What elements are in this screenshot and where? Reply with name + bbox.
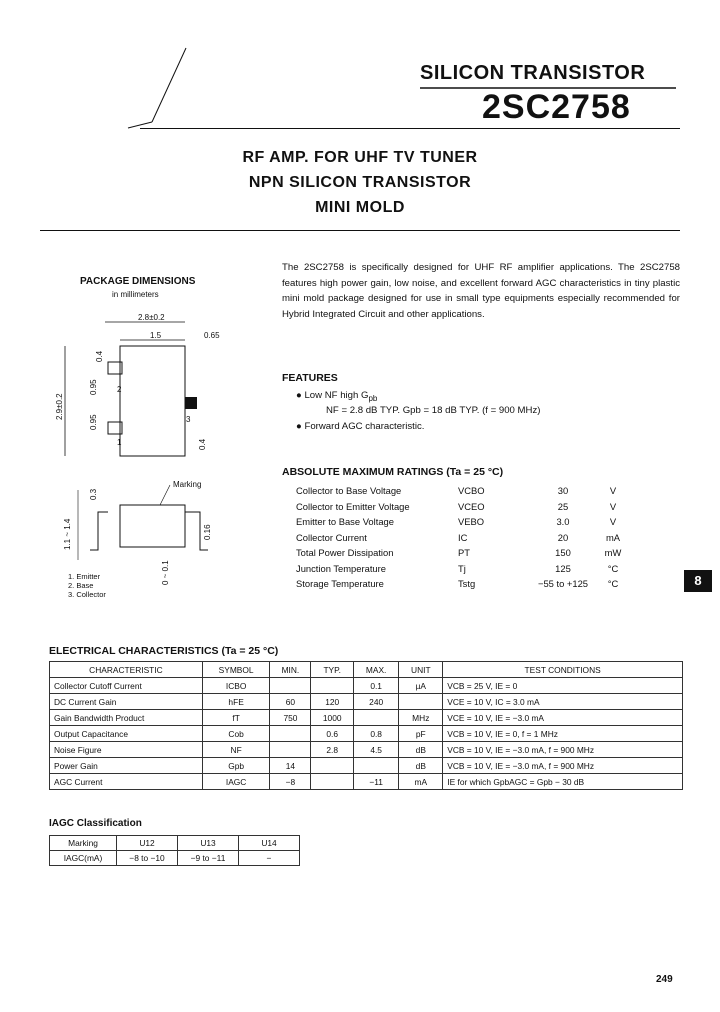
dim-thickness: 1.1 ~ 1.4 bbox=[63, 518, 72, 550]
bullet-icon: ● bbox=[296, 390, 305, 401]
abs-max-row bbox=[296, 561, 628, 577]
iagc-cell: U13 bbox=[178, 836, 239, 851]
dim-tab: 0.65 bbox=[204, 331, 220, 340]
pin-3-label: 3 bbox=[186, 415, 191, 424]
elec-row bbox=[50, 742, 683, 758]
feature-1-sub: pb bbox=[368, 393, 378, 403]
elec-cell: 60 bbox=[270, 694, 311, 710]
dim-foot: 0 ~ 0.1 bbox=[161, 560, 170, 585]
elec-cell: 2.8 bbox=[311, 742, 354, 758]
dim-lead-right: 0.4 bbox=[198, 438, 207, 450]
dim-width-total: 2.8±0.2 bbox=[138, 313, 165, 322]
elec-cell: 750 bbox=[270, 710, 311, 726]
abs-max-unit: V bbox=[609, 485, 617, 497]
package-body-side bbox=[120, 505, 185, 547]
abs-max-unit: mA bbox=[605, 531, 621, 543]
header-category: SILICON TRANSISTOR bbox=[420, 62, 646, 84]
elec-header: SYMBOL bbox=[202, 662, 270, 678]
description: The 2SC2758 is specifically designed for UHF RF amplifier applications. The 2SC2758 features high power gain, low noise, and excellent forward AGC characteristics in tiny plastic mini mold package designed for use in small type equipments especially recommended for Hybrid Integrated Circuit and other applications. bbox=[282, 262, 680, 320]
abs-max-row bbox=[296, 576, 628, 592]
feature-2 bbox=[296, 421, 424, 432]
abs-max-sym: VEBO bbox=[458, 516, 485, 528]
elec-cell: mA bbox=[399, 774, 443, 790]
abs-max-val: −55 to +125 bbox=[537, 578, 589, 590]
elec-cell bbox=[311, 758, 354, 774]
elec-header: MAX. bbox=[353, 662, 398, 678]
lead-3 bbox=[185, 397, 197, 409]
elec-cell: 0.6 bbox=[311, 726, 354, 742]
abs-max-row bbox=[296, 499, 628, 515]
abs-max-param: Junction Temperature bbox=[296, 562, 386, 574]
abs-max-param: Collector Current bbox=[296, 531, 367, 543]
elec-cell: Collector Cutoff Current bbox=[50, 678, 203, 694]
iagc-title: IAGC Classification bbox=[49, 818, 142, 829]
abs-max-val: 150 bbox=[555, 547, 571, 559]
elec-cell bbox=[353, 710, 398, 726]
title-line-3: MINI MOLD bbox=[315, 199, 405, 216]
title-rule bbox=[40, 230, 680, 231]
pin-1-label: 1 bbox=[117, 438, 122, 447]
elec-row bbox=[50, 694, 683, 710]
elec-row bbox=[50, 710, 683, 726]
abs-max-param: Emitter to Base Voltage bbox=[296, 516, 394, 528]
elec-cell: Cob bbox=[202, 726, 270, 742]
dim-pitch2: 0.95 bbox=[89, 414, 98, 430]
elec-cell: dB bbox=[399, 742, 443, 758]
elec-cell: ICBO bbox=[202, 678, 270, 694]
elec-cell: 0.1 bbox=[353, 678, 398, 694]
elec-cell: µA bbox=[399, 678, 443, 694]
abs-max-row bbox=[296, 514, 628, 530]
elec-cell: Gpb bbox=[202, 758, 270, 774]
dim-width-body: 1.5 bbox=[150, 331, 162, 340]
iagc-cell: IAGC(mA) bbox=[50, 851, 117, 866]
elec-row bbox=[50, 758, 683, 774]
abs-max-unit: V bbox=[609, 516, 617, 528]
elec-cell: MHz bbox=[399, 710, 443, 726]
elec-cell: hFE bbox=[202, 694, 270, 710]
feature-1-text: Low NF high G bbox=[304, 390, 369, 401]
features-title: FEATURES bbox=[282, 372, 338, 384]
abs-max-val: 30 bbox=[557, 485, 569, 497]
elec-header: UNIT bbox=[399, 662, 443, 678]
header-part-number: 2SC2758 bbox=[482, 88, 631, 126]
elec-cell: DC Current Gain bbox=[50, 694, 203, 710]
elec-cell: Power Gain bbox=[50, 758, 203, 774]
elec-cell: pF bbox=[399, 726, 443, 742]
elec-cell bbox=[270, 742, 311, 758]
abs-max-param: Collector to Base Voltage bbox=[296, 485, 402, 497]
dim-lead-top: 0.4 bbox=[95, 350, 104, 362]
abs-max-sym: Tstg bbox=[458, 578, 476, 590]
pin-list-collector: 3. Collector bbox=[68, 590, 106, 599]
title-line-1: RF AMP. FOR UHF TV TUNER bbox=[242, 149, 478, 166]
elec-cell bbox=[270, 726, 311, 742]
iagc-cell: Marking bbox=[50, 836, 117, 851]
elec-cell: Output Capacitance bbox=[50, 726, 203, 742]
abs-max-sym: IC bbox=[458, 531, 468, 543]
iagc-cell: − bbox=[239, 851, 300, 866]
dim-top-h: 0.3 bbox=[89, 488, 98, 500]
abs-max-row bbox=[296, 530, 628, 546]
page-number: 249 bbox=[656, 974, 673, 985]
package-subtitle: in millimeters bbox=[112, 290, 159, 299]
abs-max-val: 20 bbox=[557, 531, 569, 543]
package-drawing bbox=[40, 300, 270, 610]
iagc-cell: −9 to −11 bbox=[178, 851, 239, 866]
elec-row bbox=[50, 774, 683, 790]
elec-cell: NF bbox=[202, 742, 270, 758]
header-rule bbox=[140, 128, 680, 129]
title-line-2: NPN SILICON TRANSISTOR bbox=[248, 174, 472, 191]
package-body-top bbox=[120, 346, 185, 456]
elec-cell: 4.5 bbox=[353, 742, 398, 758]
abs-max-sym: VCEO bbox=[458, 500, 485, 512]
elec-cell bbox=[270, 678, 311, 694]
elec-header: CHARACTERISTIC bbox=[50, 662, 203, 678]
iagc-table bbox=[49, 835, 300, 866]
elec-cell: IE for which GpbAGC = Gpb − 30 dB bbox=[443, 774, 683, 790]
iagc-cell: −8 to −10 bbox=[117, 851, 178, 866]
iagc-cell: U12 bbox=[117, 836, 178, 851]
abs-max-val: 125 bbox=[555, 562, 571, 574]
dim-side-lead: 0.16 bbox=[203, 524, 212, 540]
abs-max-sym: Tj bbox=[458, 562, 466, 574]
elec-cell: AGC Current bbox=[50, 774, 203, 790]
elec-row bbox=[50, 678, 683, 694]
pin-list-emitter: 1. Emitter bbox=[68, 572, 101, 581]
elec-cell: Noise Figure bbox=[50, 742, 203, 758]
elec-cell bbox=[399, 694, 443, 710]
abs-max-row bbox=[296, 545, 628, 561]
elec-cell bbox=[311, 678, 354, 694]
elec-cell: VCE = 10 V, IC = 3.0 mA bbox=[443, 694, 683, 710]
elec-cell: IAGC bbox=[202, 774, 270, 790]
elec-header: MIN. bbox=[270, 662, 311, 678]
elec-title: ELECTRICAL CHARACTERISTICS (Ta = 25 °C) bbox=[49, 645, 279, 657]
elec-cell: 0.8 bbox=[353, 726, 398, 742]
dim-height: 2.9±0.2 bbox=[55, 393, 64, 420]
elec-cell bbox=[353, 758, 398, 774]
elec-cell: VCB = 10 V, IE = 0, f = 1 MHz bbox=[443, 726, 683, 742]
elec-cell: VCE = 10 V, IE = −3.0 mA bbox=[443, 710, 683, 726]
iagc-cell: U14 bbox=[239, 836, 300, 851]
marking-label: Marking bbox=[173, 480, 202, 489]
elec-cell: dB bbox=[399, 758, 443, 774]
abs-max-param: Storage Temperature bbox=[296, 578, 384, 590]
section-tab: 8 bbox=[684, 570, 712, 592]
elec-cell bbox=[311, 774, 354, 790]
abs-max-sym: VCBO bbox=[458, 485, 485, 497]
elec-cell: 120 bbox=[311, 694, 354, 710]
pin-list-base: 2. Base bbox=[68, 581, 94, 590]
elec-cell: VCB = 25 V, IE = 0 bbox=[443, 678, 683, 694]
elec-cell: Gain Bandwidth Product bbox=[50, 710, 203, 726]
abs-max-sym: PT bbox=[458, 547, 470, 559]
abs-max-unit: V bbox=[609, 500, 617, 512]
abs-max-table bbox=[296, 483, 628, 592]
feature-2-text: Forward AGC characteristic. bbox=[304, 421, 425, 432]
elec-header: TEST CONDITIONS bbox=[443, 662, 683, 678]
elec-cell: VCB = 10 V, IE = −3.0 mA, f = 900 MHz bbox=[443, 758, 683, 774]
abs-max-unit: °C bbox=[607, 562, 619, 574]
elec-table bbox=[49, 661, 683, 790]
elec-cell: 1000 bbox=[311, 710, 354, 726]
elec-cell: fT bbox=[202, 710, 270, 726]
elec-row bbox=[50, 726, 683, 742]
dim-pitch1: 0.95 bbox=[89, 379, 98, 395]
elec-cell: −11 bbox=[353, 774, 398, 790]
abs-max-unit: mW bbox=[604, 547, 622, 559]
feature-1-detail: NF = 2.8 dB TYP. Gpb = 18 dB TYP. (f = 900 MHz) bbox=[326, 405, 541, 416]
abs-max-param: Collector to Emitter Voltage bbox=[296, 500, 410, 512]
package-title: PACKAGE DIMENSIONS bbox=[80, 276, 196, 287]
abs-max-row bbox=[296, 483, 628, 499]
elec-cell: VCB = 10 V, IE = −3.0 mA, f = 900 MHz bbox=[443, 742, 683, 758]
abs-max-param: Total Power Dissipation bbox=[296, 547, 394, 559]
bullet-icon: ● bbox=[296, 421, 305, 432]
elec-cell: 240 bbox=[353, 694, 398, 710]
abs-max-val: 3.0 bbox=[556, 516, 570, 528]
pin-2-label: 2 bbox=[117, 385, 122, 394]
feature-1 bbox=[296, 390, 377, 403]
abs-max-unit: °C bbox=[607, 578, 619, 590]
elec-cell: 14 bbox=[270, 758, 311, 774]
elec-cell: −8 bbox=[270, 774, 311, 790]
abs-max-val: 25 bbox=[557, 500, 569, 512]
abs-max-title: ABSOLUTE MAXIMUM RATINGS (Ta = 25 °C) bbox=[282, 466, 504, 478]
elec-header: TYP. bbox=[311, 662, 354, 678]
